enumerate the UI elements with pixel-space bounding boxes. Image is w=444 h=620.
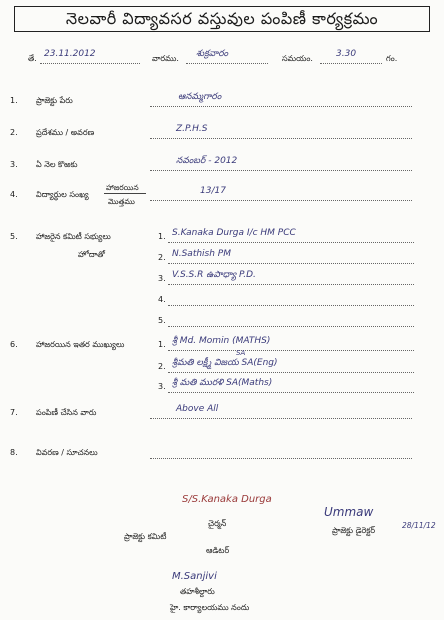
project-name-value: ఆనమ్మగారం (178, 92, 222, 102)
page-title: నెలవారీ విద్యావసర వస్తువుల పంపిణీ కార్యక్రమం (14, 6, 430, 32)
location-value: Z.P.H.S (176, 124, 208, 134)
row-label: ప్రాజెక్టు పేరు (36, 96, 73, 105)
distributed-by-value: Above All (176, 404, 219, 414)
other-person: శ్రీ Md. Momin (MATHS) (172, 336, 271, 346)
director-date: 28/11/12 (402, 521, 436, 530)
tahsildar-title: తహశీల్దారు (180, 587, 215, 596)
row-number: 6. (10, 340, 18, 349)
tahsildar-signature: M.Sanjivi (172, 571, 217, 582)
row-label: హాజరైన కమిటీ సభ్యులు (36, 232, 111, 241)
row-label: ఏ నెల కొఱకు (36, 160, 78, 169)
office-label: హై. కార్యాలయము నందు (170, 603, 250, 612)
committee-number: 3. (158, 274, 166, 283)
chairman-title: చైర్మన్ (208, 519, 227, 528)
chairman-signature: S/S.Kanaka Durga (182, 494, 272, 505)
row-sublabel-top: హాజరయిన (106, 183, 139, 192)
other-number: 2. (158, 362, 166, 371)
row-number: 2. (10, 128, 18, 137)
other-person: శ్రీమతి లక్ష్మీ విజయ SA(Eng) (172, 358, 278, 368)
committee-number: 2. (158, 253, 166, 262)
other-person: శ్రీ మతి మురళి SA(Maths) (172, 378, 273, 388)
month-value: నవంబర్ - 2012 (176, 156, 238, 166)
committee-member: N.Sathish PM (172, 249, 232, 259)
row-sublabel: హోదాతో (78, 250, 105, 259)
students-value: 13/17 (200, 186, 226, 196)
committee-line (168, 316, 414, 327)
committee-number: 1. (158, 232, 166, 241)
row-label: విద్యార్థుల సంఖ్య (36, 190, 89, 199)
day-label: వారము. (152, 54, 179, 63)
row-label: వివరణ / సూచనలు (36, 448, 98, 457)
row-line (150, 448, 412, 459)
committee-member: S.Kanaka Durga I/c HM PCC (172, 228, 296, 238)
row-number: 3. (10, 160, 18, 169)
time-unit: గం. (386, 54, 398, 63)
committee-number: 4. (158, 295, 166, 304)
project-committee-label: ప్రాజెక్టు కమిటీ (124, 532, 167, 541)
row-label: ప్రదేశము / అవరణ (36, 128, 95, 137)
other-number: 1. (158, 340, 166, 349)
day-value: శుక్రవారం (196, 49, 229, 59)
date-value: 23.11.2012 (44, 49, 96, 59)
row-number: 1. (10, 96, 18, 105)
row-number: 7. (10, 408, 18, 417)
committee-member: V.S.S.R ఉపాధ్యా P.D. (172, 270, 256, 280)
row-number: 5. (10, 232, 18, 241)
committee-line (168, 295, 414, 306)
row-label: పంపిణీ చేసిన వారు (36, 408, 97, 417)
fraction-divider (104, 193, 146, 194)
row-sublabel-bottom: మొత్తము (108, 197, 135, 206)
director-signature: Ummaw (324, 505, 374, 519)
row-number: 4. (10, 190, 18, 199)
other-number: 3. (158, 382, 166, 391)
director-title: ప్రాజెక్టు డైరెక్టర్ (332, 526, 376, 535)
row-line (150, 190, 412, 201)
row-label: హాజరయిన ఇతర ముఖ్యులు (36, 340, 125, 349)
time-label: సమయం. (282, 54, 313, 63)
time-value: 3.30 (336, 49, 357, 59)
row-number: 8. (10, 448, 18, 457)
auditor-label: ఆడిటర్ (206, 546, 230, 555)
committee-number: 5. (158, 316, 166, 325)
other-person-sub: SA (236, 349, 246, 357)
date-label: తే. (28, 54, 37, 63)
